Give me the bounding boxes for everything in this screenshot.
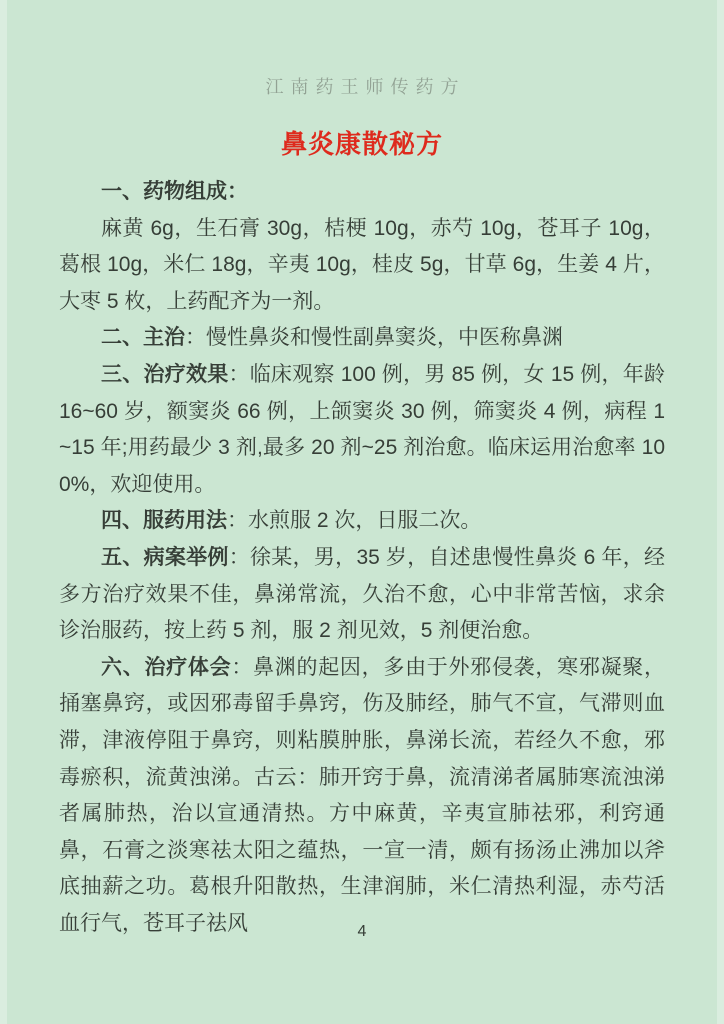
section-text: ：临床观察 100 例，男 85 例，女 15 例，年龄 16~60 岁，额窦炎 66 例，上颌窦炎 30 例，筛窦炎 4 例，病程 1~15 年;用药最少 3 剂,最多 20 剂~25 剂治愈。临床运用治愈率 100%，欢迎使用。 <box>59 362 666 496</box>
doc-paragraph <box>59 650 665 943</box>
doc-paragraph <box>59 540 665 650</box>
section-text: ：水煎服 2 次，日服二次。 <box>227 509 482 533</box>
section-text: 麻黄 6g，生石膏 30g，桔梗 10g，赤芍 10g，苍耳子 10g，葛根 10g，米仁 18g，辛夷 10g，桂皮 5g，甘草 6g，生姜 4 片，大枣 5 枚，上药配齐为一剂。 <box>59 216 665 313</box>
section-label: 四、服药用法 <box>101 509 227 533</box>
section-label: 二、主治 <box>101 326 185 350</box>
section-text: ：徐某，男，35 岁，自述患慢性鼻炎 6 年，经多方治疗效果不佳，鼻涕常流，久治不愈，心中非常苦恼，求余诊治服药，按上药 5 剂，服 2 剂见效，5 剂便治愈。 <box>59 545 666 643</box>
doc-paragraph <box>59 357 665 503</box>
doc-paragraph <box>59 503 665 540</box>
section-label: 五、病案举例 <box>101 545 229 569</box>
section-text: ：鼻渊的起因，多由于外邪侵袭，寒邪凝聚，捅塞鼻窍，或因邪毒留手鼻窍，伤及肺经，肺气不宣，气滞则血滞，津液停阻于鼻窍，则粘膜肿胀，鼻涕长流，若经久不愈，邪毒瘀积，流黄浊涕。古云：肺开窍于鼻，流清涕者属肺寒流浊涕者属肺热，治以宣通清热。方中麻黄，辛夷宣肺祛邪，利窍通鼻，石膏之淡寒祛太阳之蕴热，一宣一清，颇有扬汤止沸加以斧底抽薪之功。葛根升阳散热，生津润肺，米仁清热利湿，赤芍活血行气，苍耳子祛风 <box>59 655 666 935</box>
section-label: 一、药物组成： <box>101 180 248 203</box>
doc-body <box>59 174 665 942</box>
doc-header: 江南药王师传药方 <box>265 77 466 97</box>
section-label: 六、治疗体会 <box>101 655 232 679</box>
doc-paragraph <box>59 174 665 211</box>
doc-paragraph <box>59 211 665 321</box>
doc-title: 鼻炎康散秘方 <box>280 129 443 159</box>
page-number: 4 <box>357 923 367 940</box>
doc-paragraph <box>59 320 665 357</box>
section-label: 三、治疗效果 <box>101 362 229 386</box>
section-text: ：慢性鼻炎和慢性副鼻窦炎，中医称鼻渊 <box>185 326 563 350</box>
